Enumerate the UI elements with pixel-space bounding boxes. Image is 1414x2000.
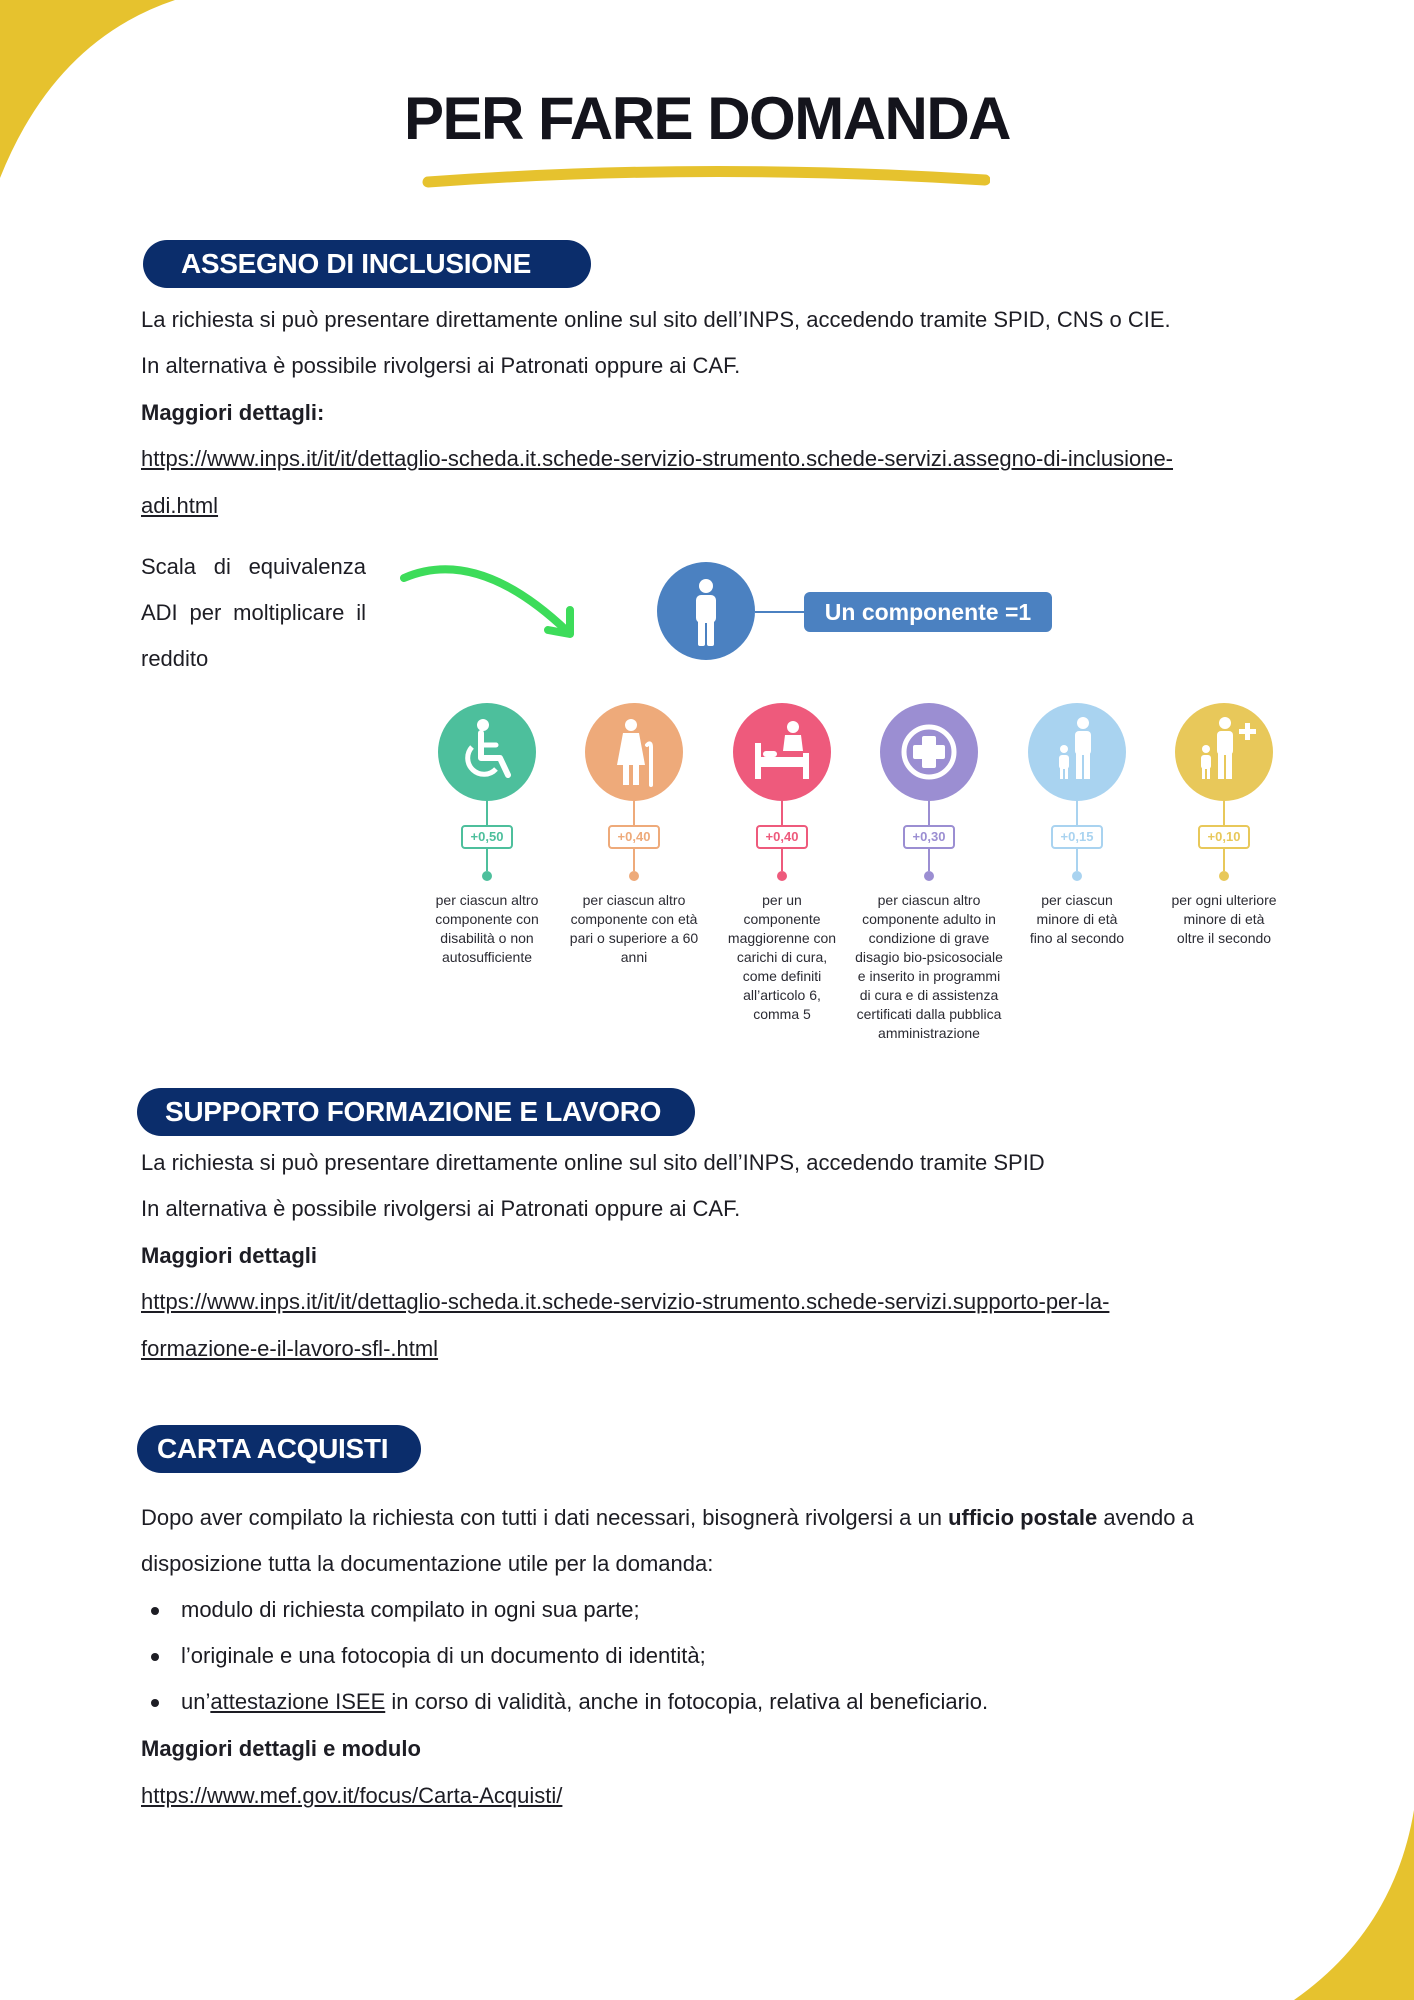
carta-paragraph-line-1: Dopo aver compilato la richiesta con tutti i dati necessari, bisognerà rivolgersi a un ufficio postale avendo a (141, 1505, 1194, 1530)
item-circle (438, 703, 536, 801)
sfl-details-label: Maggiori dettagli (141, 1243, 317, 1268)
carta-details-label: Maggiori dettagli e modulo (141, 1736, 421, 1761)
base-component-label: Un componente =1 (804, 592, 1052, 632)
bullet-icon (151, 1699, 159, 1707)
carta-link-wrapper (141, 1773, 562, 1819)
item-value-badge: +0,30 (903, 825, 955, 849)
item-value-badge: +0,40 (756, 825, 808, 849)
bullet-icon (151, 1607, 159, 1615)
bullet-icon (151, 1653, 159, 1661)
sfl-details-link-continued[interactable]: formazione-e-il-lavoro-sfl-.html (141, 1336, 439, 1361)
section-heading-carta: CARTA ACQUISTI (137, 1425, 421, 1473)
corner-decoration-bottom-right (1294, 1810, 1414, 2000)
elderly-icon (585, 703, 683, 801)
item-description: per ciascun altro componente adulto in condizione di grave disagio bio-psicosociale e inserito in programmi di cura e di assistenza certificati dalla pubblica amministrazione (855, 892, 1003, 1041)
sfl-line-2: In alternativa è possibile rivolgersi ai Patronati oppure ai CAF. (141, 1196, 741, 1221)
curved-arrow-icon (398, 552, 588, 642)
item-circle (1175, 703, 1273, 801)
adi-link-wrapper (141, 436, 1173, 482)
isee-link[interactable]: attestazione ISEE (210, 1689, 386, 1714)
person-icon (657, 562, 755, 660)
page-title: PER FARE DOMANDA (403, 85, 1011, 152)
item-circle (733, 703, 831, 801)
post-office-emphasis: ufficio postale (948, 1505, 1098, 1530)
adi-line-2: In alternativa è possibile rivolgersi ai Patronati oppure ai CAF. (141, 353, 741, 378)
item-description: per ciascun minore di età fino al secondo (1029, 892, 1125, 946)
scale-description: Scala di equivalenza ADI per moltiplicare il reddito (141, 554, 366, 671)
adult-child-icon (1028, 703, 1126, 801)
section-heading-adi: ASSEGNO DI INCLUSIONE (143, 240, 591, 288)
item-value-badge: +0,40 (608, 825, 660, 849)
adult-child-plus-icon (1175, 703, 1273, 801)
medical-cross-icon (880, 703, 978, 801)
adi-details-link-continued[interactable]: adi.html (141, 493, 219, 518)
adi-line-1: La richiesta si può presentare direttamente online sul sito dell’INPS, accedendo tramite SPID, CNS o CIE. (141, 307, 1171, 332)
section-heading-sfl: SUPPORTO FORMAZIONE E LAVORO (137, 1088, 695, 1136)
item-description: per ciascun altro componente con disabilità o non autosufficiente (435, 892, 539, 965)
carta-details-link[interactable]: https://www.mef.gov.it/focus/Carta-Acquisti/ (141, 1783, 563, 1808)
item-description: per ciascun altro componente con età pari o superiore a 60 anni (569, 892, 699, 965)
base-component-circle (657, 562, 755, 660)
adi-details-link[interactable]: https://www.inps.it/it/it/dettaglio-scheda.it.schede-servizio-strumento.schede-servizi.assegno-di-inclusione- (141, 446, 1174, 471)
item-value-badge: +0,10 (1198, 825, 1250, 849)
carta-paragraph-line-2: disposizione tutta la documentazione utile per la domanda: (141, 1551, 714, 1576)
sfl-details-link[interactable]: https://www.inps.it/it/it/dettaglio-scheda.it.schede-servizio-strumento.schede-servizi.supporto-per-la- (141, 1289, 1110, 1314)
adi-details-label: Maggiori dettagli: (141, 400, 325, 425)
care-bed-icon (733, 703, 831, 801)
wheelchair-icon (438, 703, 536, 801)
item-description: per un componente maggiorenne con carichi di cura, come definiti all’articolo 6, comma 5 (727, 892, 837, 1022)
item-circle (880, 703, 978, 801)
item-value-badge: +0,15 (1051, 825, 1103, 849)
sfl-link-wrapper (141, 1279, 1109, 1325)
base-connector-line (755, 611, 805, 613)
adi-link-wrapper-2 (141, 483, 218, 529)
item-circle (1028, 703, 1126, 801)
item-circle (585, 703, 683, 801)
item-value-badge: +0,50 (461, 825, 513, 849)
sfl-link-wrapper-2 (141, 1326, 438, 1372)
sfl-line-1: La richiesta si può presentare direttamente online sul sito dell’INPS, accedendo tramite SPID (141, 1150, 1045, 1175)
item-description: per ogni ulteriore minore di età oltre il secondo (1171, 892, 1277, 946)
title-underline (420, 162, 990, 192)
